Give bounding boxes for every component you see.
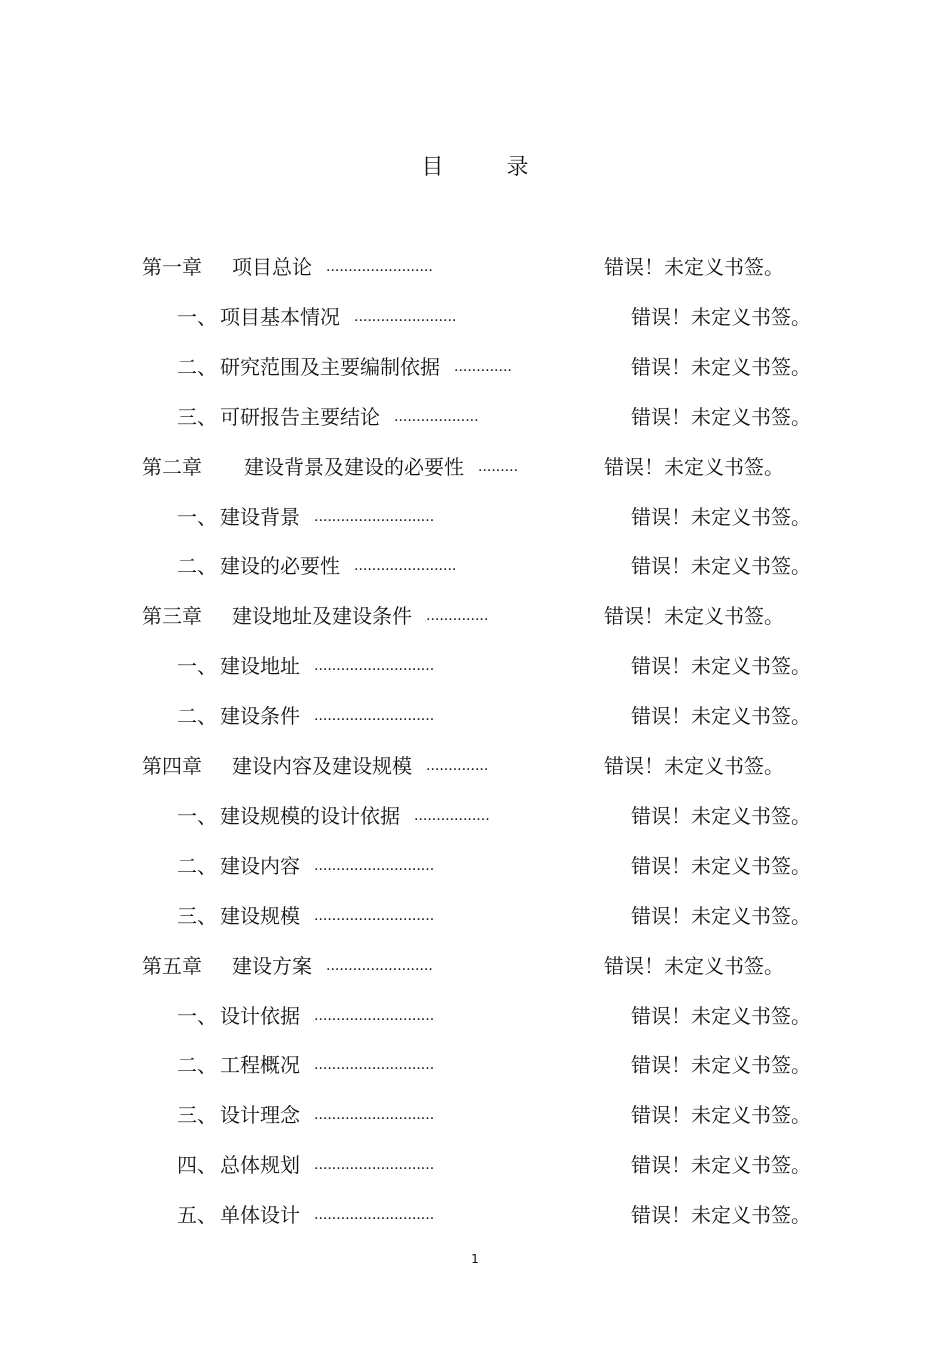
toc-dot-leader: ........................... bbox=[314, 1057, 435, 1074]
toc-section-entry[interactable] bbox=[0, 1050, 950, 1080]
toc-page-reference[interactable]: 错误！未定义书签。 bbox=[631, 1203, 811, 1228]
toc-entry-title: 建设内容及建设规模 bbox=[232, 754, 412, 778]
toc-page-reference[interactable]: 错误！未定义书签。 bbox=[631, 803, 811, 828]
toc-page-reference[interactable]: 错误！未定义书签。 bbox=[604, 604, 784, 629]
toc-page-reference[interactable]: 错误！未定义书签。 bbox=[631, 1103, 811, 1128]
toc-page-reference[interactable]: 错误！未定义书签。 bbox=[631, 404, 811, 429]
toc-page-reference[interactable]: 错误！未定义书签。 bbox=[631, 554, 811, 579]
toc-entry-number: 二、 bbox=[177, 853, 217, 878]
toc-entry-title: 建设规模 bbox=[220, 903, 300, 928]
toc-entry-title: 建设地址 bbox=[220, 654, 300, 679]
toc-entry-title: 建设地址及建设条件 bbox=[232, 604, 412, 629]
toc-page-reference[interactable]: 错误！未定义书签。 bbox=[631, 304, 811, 329]
toc-page-reference[interactable]: 错误！未定义书签。 bbox=[604, 255, 784, 279]
page-title: 目 录 bbox=[421, 155, 557, 180]
toc-entry-title: 建设条件 bbox=[220, 704, 300, 729]
toc-entry-title: 可研报告主要结论 bbox=[220, 404, 380, 429]
toc-entry-number: 五、 bbox=[177, 1203, 217, 1228]
toc-section-entry[interactable] bbox=[0, 1001, 950, 1031]
toc-dot-leader: ........................... bbox=[314, 1007, 435, 1024]
toc-entry-number: 二、 bbox=[177, 354, 217, 379]
toc-page-reference[interactable]: 错误！未定义书签。 bbox=[604, 454, 784, 479]
toc-page-reference[interactable]: 错误！未定义书签。 bbox=[631, 504, 811, 529]
toc-section-entry[interactable] bbox=[0, 402, 950, 432]
toc-page-reference[interactable]: 错误！未定义书签。 bbox=[631, 654, 811, 679]
toc-section-entry[interactable] bbox=[0, 801, 950, 831]
toc-entry-number: 四、 bbox=[177, 1153, 217, 1178]
toc-entry-title: 建设方案 bbox=[232, 953, 312, 978]
toc-page-reference[interactable]: 错误！未定义书签。 bbox=[631, 1053, 811, 1078]
toc-entry-title: 建设背景 bbox=[220, 504, 300, 529]
toc-entry-number: 一、 bbox=[177, 1003, 217, 1028]
toc-dot-leader: ........................... bbox=[314, 907, 435, 924]
toc-section-entry[interactable] bbox=[0, 352, 950, 382]
toc-section-entry[interactable] bbox=[0, 1100, 950, 1130]
toc-chapter-entry[interactable] bbox=[0, 751, 950, 781]
toc-entry-number: 三、 bbox=[177, 903, 217, 928]
toc-entry-number: 第三章 bbox=[142, 604, 202, 629]
toc-entry-number: 三、 bbox=[177, 1103, 217, 1128]
toc-page-reference[interactable]: 错误！未定义书签。 bbox=[604, 953, 784, 978]
toc-section-entry[interactable] bbox=[0, 651, 950, 681]
toc-dot-leader: ........................... bbox=[314, 508, 435, 525]
toc-dot-leader: ........................... bbox=[314, 1107, 435, 1124]
toc-dot-leader: ....................... bbox=[354, 558, 457, 575]
toc-entry-number: 二、 bbox=[177, 704, 217, 729]
toc-dot-leader: ........................... bbox=[314, 708, 435, 725]
toc-chapter-entry[interactable] bbox=[0, 601, 950, 631]
toc-dot-leader: ........................... bbox=[314, 1207, 435, 1224]
toc-chapter-entry[interactable] bbox=[0, 951, 950, 981]
toc-page-reference[interactable]: 错误！未定义书签。 bbox=[631, 704, 811, 729]
toc-entry-number: 一、 bbox=[177, 654, 217, 679]
toc-entry-number: 三、 bbox=[177, 404, 217, 429]
toc-entry-number: 第四章 bbox=[142, 754, 202, 778]
toc-dot-leader: ............. bbox=[454, 358, 512, 375]
toc-entry-number: 二、 bbox=[177, 1053, 217, 1078]
toc-dot-leader: ........................... bbox=[314, 658, 435, 675]
toc-page-reference[interactable]: 错误！未定义书签。 bbox=[631, 354, 811, 379]
toc-entry-title: 总体规划 bbox=[220, 1153, 300, 1178]
toc-entry-title: 工程概况 bbox=[220, 1053, 300, 1078]
toc-entry-title: 项目总论 bbox=[232, 255, 312, 279]
toc-section-entry[interactable] bbox=[0, 1150, 950, 1180]
toc-entry-title: 研究范围及主要编制依据 bbox=[220, 354, 440, 379]
toc-entry-number: 第五章 bbox=[142, 953, 202, 978]
toc-section-entry[interactable] bbox=[0, 302, 950, 332]
toc-dot-leader: ....................... bbox=[354, 308, 457, 325]
toc-page-reference[interactable]: 错误！未定义书签。 bbox=[631, 1003, 811, 1028]
toc-section-entry[interactable] bbox=[0, 502, 950, 532]
toc-dot-leader: ................. bbox=[414, 807, 490, 824]
toc-entry-title: 设计理念 bbox=[220, 1103, 300, 1128]
toc-entry-number: 一、 bbox=[177, 304, 217, 329]
toc-dot-leader: ................... bbox=[394, 408, 479, 425]
toc-dot-leader: ........................... bbox=[314, 857, 435, 874]
toc-entry-title: 项目基本情况 bbox=[220, 304, 340, 329]
toc-entry-title: 建设的必要性 bbox=[220, 554, 340, 579]
toc-page-reference[interactable]: 错误！未定义书签。 bbox=[631, 903, 811, 928]
toc-dot-leader: ......... bbox=[478, 458, 519, 475]
toc-entry-title: 建设内容 bbox=[220, 853, 300, 878]
toc-entry-number: 一、 bbox=[177, 504, 217, 529]
toc-entry-title: 建设规模的设计依据 bbox=[220, 803, 400, 828]
toc-page-reference[interactable]: 错误！未定义书签。 bbox=[631, 853, 811, 878]
toc-section-entry[interactable] bbox=[0, 701, 950, 731]
toc-section-entry[interactable] bbox=[0, 851, 950, 881]
toc-chapter-entry[interactable] bbox=[0, 252, 950, 282]
toc-section-entry[interactable] bbox=[0, 1200, 950, 1230]
toc-dot-leader: .............. bbox=[426, 608, 489, 625]
toc-section-entry[interactable] bbox=[0, 551, 950, 581]
toc-dot-leader: ........................ bbox=[326, 957, 433, 974]
toc-entry-title: 单体设计 bbox=[220, 1203, 300, 1228]
toc-chapter-entry[interactable] bbox=[0, 452, 950, 482]
toc-dot-leader: .............. bbox=[426, 758, 489, 774]
toc-entry-title: 建设背景及建设的必要性 bbox=[244, 454, 464, 479]
toc-dot-leader: ........................... bbox=[314, 1157, 435, 1174]
toc-page-reference[interactable]: 错误！未定义书签。 bbox=[604, 754, 784, 778]
toc-entry-number: 二、 bbox=[177, 554, 217, 579]
toc-entry-title: 设计依据 bbox=[220, 1003, 300, 1028]
toc-entry-number: 一、 bbox=[177, 803, 217, 828]
page-number: 1 bbox=[471, 1252, 479, 1266]
toc-dot-leader: ........................ bbox=[326, 259, 433, 275]
toc-entry-number: 第二章 bbox=[142, 454, 202, 479]
toc-section-entry[interactable] bbox=[0, 901, 950, 931]
toc-page-reference[interactable]: 错误！未定义书签。 bbox=[631, 1153, 811, 1178]
toc-entry-number: 第一章 bbox=[142, 255, 202, 279]
